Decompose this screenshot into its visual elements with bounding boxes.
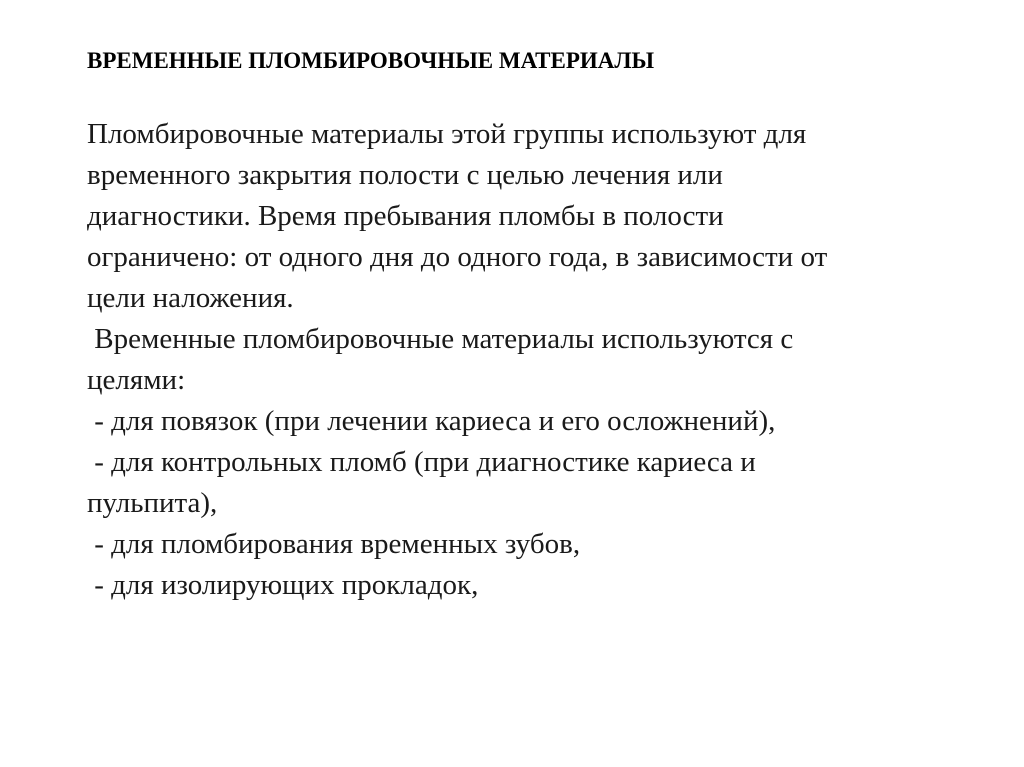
paragraph-line: диагностики. Время пребывания пломбы в полости bbox=[87, 200, 724, 232]
paragraph-line: Пломбировочные материалы этой группы используют для bbox=[87, 118, 807, 150]
paragraph-line: временного закрытия полости с целью лечения или bbox=[87, 159, 723, 191]
paragraph-line: Временные пломбировочные материалы используются с bbox=[87, 323, 794, 355]
list-item: - для изолирующих прокладок, bbox=[87, 569, 479, 601]
paragraph-line: цели наложения. bbox=[87, 282, 294, 314]
list-item: - для контрольных пломб (при диагностике кариеса и bbox=[87, 446, 756, 478]
list-item: - для повязок (при лечении кариеса и его осложнений), bbox=[87, 405, 776, 437]
paragraph-line: целями: bbox=[87, 364, 186, 396]
slide-title: ВРЕМЕННЫЕ ПЛОМБИРОВОЧНЫЕ МАТЕРИАЛЫ bbox=[87, 48, 655, 73]
list-item-continuation: пульпита), bbox=[87, 487, 218, 519]
list-item: - для пломбирования временных зубов, bbox=[87, 528, 581, 560]
paragraph-line: ограничено: от одного дня до одного года, в зависимости от bbox=[87, 241, 828, 273]
slide-body bbox=[87, 114, 987, 606]
